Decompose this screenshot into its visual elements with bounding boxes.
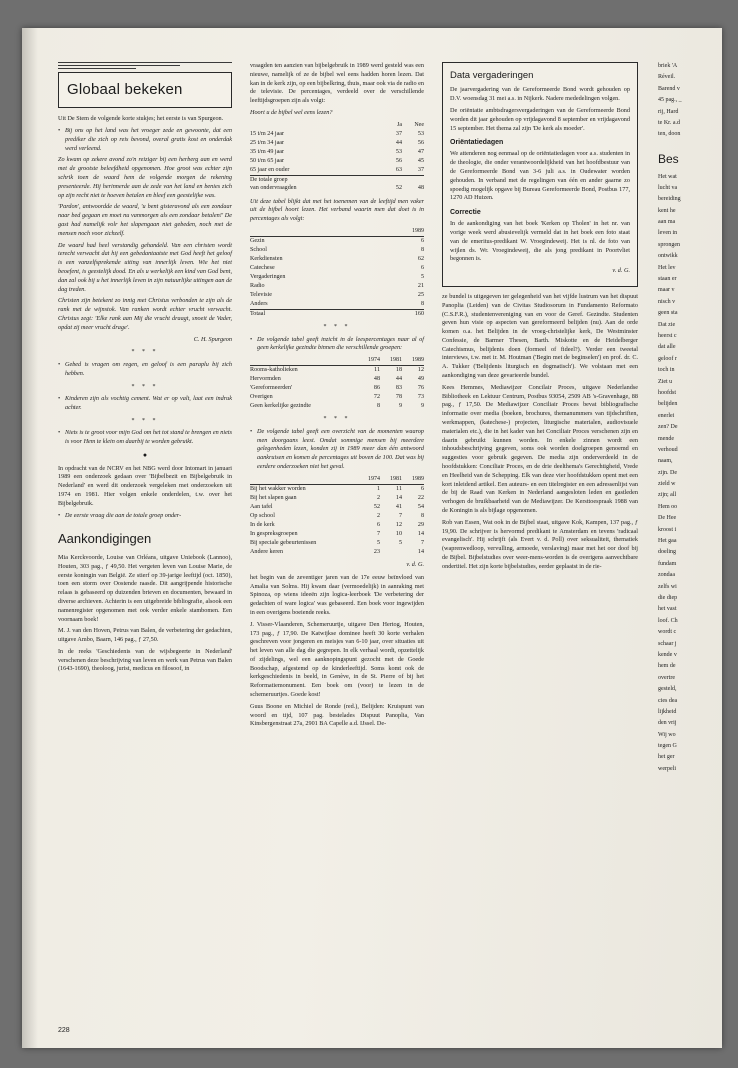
box-title: Data vergaderingen [450, 70, 534, 81]
divider-stars-2: * * * [131, 383, 159, 390]
edge-line-18: toch in [658, 367, 675, 374]
table4-r5-c: 14 [417, 530, 424, 537]
table4-r0-a: 1 [358, 484, 380, 494]
data-meetings-box [442, 62, 638, 287]
edge-line-34: doeling [658, 549, 676, 556]
table4-r7-b [380, 548, 402, 557]
edge-line-42: schaar j [658, 640, 677, 647]
table-denominations [250, 356, 424, 411]
note-2: • Kinderen zijn als vochtig cement. Wat er op valt, laat een indruk achter. [58, 395, 232, 413]
divider-stars-4: * * * [323, 324, 351, 331]
table3-r0-label: Rooms-katholieken [250, 366, 358, 376]
edge-line-35: fundam [658, 560, 677, 567]
announcement-2: M. J. van den Hoven, Petrus van Balen, de verbetering der gedachten, uitgave Ambo, Baarn, 146 pag., ƒ 27,50. [58, 627, 232, 644]
table1-r4-nee: 37 [402, 166, 424, 176]
edge-body [658, 173, 704, 774]
divider-stars-5: * * * [323, 416, 351, 423]
column-one [58, 62, 232, 677]
spurgeon-item-2: Zo kwam op zekere avond zo'n reiziger bij een herberg aan en werd met de grootste beleefdheid opgenomen. Hoe groot was echter zijn schrik toen de waard hem de volgende morgen de rekening presenteerde. Hij herinnerde aan de zede van het land en benies zich op zijn recht niet te hoeven betalen en bleef een geestelijke was. [58, 156, 232, 199]
table2-total-v: 160 [414, 311, 424, 318]
col2-bullet-2: • De volgende tabel geeft inzicht in de leespercentages naar al of geen kerkelijke gezindte binnen die verschillende groepen: [250, 336, 424, 354]
table4-r3-label: Op school [250, 512, 275, 519]
edge-line-49: den vrij [658, 720, 677, 727]
magazine-page [22, 28, 722, 1048]
question-heading: Hoort u de bijbel wel eens lezen? [250, 108, 333, 116]
table2-r3-label: Catechese [250, 264, 275, 271]
col2-para2: Uit deze tabel blijkt dat met het toenemen van de leeftijd men vaker uit de bijbel hoort lezen. Het verband waarin men dat doet is in percentages als volgt: [250, 197, 424, 223]
table3-r0-c: 12 [402, 366, 424, 376]
table-moments [250, 475, 424, 557]
edge-line-13: geen sta [658, 310, 678, 317]
edge-line-21: belijden [658, 401, 678, 408]
col2-bullet-3: • De volgende tabel geeft een overzicht van de momenten waarop men doorgaans leest. Omdat sommige mensen bij meerdere gelegenheden lezen, konden zij in 1989 meer dan één antwoord aankruisen en komen de percentages uit boven de 100. Dat was bij eerdere onderzoeken niet het geval. [250, 428, 424, 472]
table4-r6-label: Bij speciale gebeurtenissen [250, 539, 317, 546]
table4-col-1989: 1989 [412, 475, 424, 482]
edge-line-30: Hem oo [658, 503, 678, 510]
edge-line-45: overtre [658, 674, 675, 681]
box-signature: v. d. G. [612, 267, 630, 275]
table2-r5-label: Radio [250, 282, 265, 289]
edge-frag-2: Réveil. [658, 74, 676, 81]
table1-col-ja: Ja [397, 121, 402, 128]
section-heading-announcements: Aankondigingen [58, 531, 152, 547]
box-para-1: De jaarvergadering van de Gereformeerde Bond wordt gehouden op D.V. woensdag 31 mei a.s. in Nijkerk. Nadere mededelingen volgen. [450, 86, 630, 103]
table1-total-ja: 52 [395, 185, 402, 192]
table4-r4-c: 29 [417, 521, 424, 528]
edge-line-10: staan er [658, 276, 677, 283]
table4-r2-a: 52 [373, 503, 380, 510]
table3-col-1981: 1981 [390, 357, 402, 364]
divider-stars-3: * * * [131, 417, 159, 424]
table2-r4-v: 5 [420, 273, 424, 280]
edge-line-37: zelfs wi [658, 583, 677, 590]
table1-r4-ja: 63 [380, 166, 402, 176]
table3-r3-label: Overigen [250, 394, 273, 401]
table2-r5-v: 21 [417, 282, 424, 289]
title-rules [58, 62, 232, 69]
announcement-3: In de reeks 'Geschiedenis van de wijsbegeerte in Nederland' verschenen deze beschrijving van leven en werk van Petrus van Balen (1643-1690), theoloog, jurist, medicus en filosoof, in [58, 647, 232, 673]
edge-line-23: zen? De [658, 424, 678, 431]
table1-r1-label: 25 t/m 34 jaar [250, 139, 285, 146]
table1-r3-ja: 56 [395, 157, 402, 164]
table2-year: 1989 [412, 227, 424, 234]
table3-r2-c: 76 [417, 385, 424, 392]
table1-r1-nee: 56 [417, 139, 424, 146]
edge-line-11: maar v [658, 287, 675, 294]
edge-line-3: bereiding [658, 196, 681, 203]
edge-line-50: Wij wo [658, 731, 676, 738]
spurgeon-signature: C. H. Spurgeon [193, 335, 232, 343]
edge-line-14: Dat zie [658, 321, 676, 328]
table4-r2-label: Aan tafel [250, 503, 273, 510]
edge-line-16: dat alle [658, 344, 676, 351]
edge-line-36: zondaa [658, 572, 675, 579]
edge-line-17: geloof r [658, 355, 677, 362]
table3-r1-b: 44 [395, 376, 402, 383]
table-context-1989 [250, 227, 424, 319]
table4-r1-label: Bij het slapen gaan [250, 494, 297, 501]
note-3: • Niets is te groot voor mijn God om het tot stand te brengen en niets is voor Hem te klein om daarbij te worden gebruikt. [58, 429, 232, 447]
table4-r7-label: Andere keren [250, 548, 283, 555]
announcement-5: Guus Boone en Michiel de Ronde (red.), Belijden: Kruispunt van woord en tijd, 107 pag. bestelades Dispuut Panoplia, Van Kinsbergenstraat 27a, 2901 BA Capelle a.d. IJssel. De- [250, 702, 424, 728]
edge-line-51: tegen G [658, 743, 677, 750]
edge-frag-1: briek 'A [658, 63, 678, 69]
note-1: • Gebed is vragen om regen, en geloof is een paraplu bij zich hebben. [58, 361, 232, 379]
table2-r6-v: 25 [417, 292, 424, 298]
table2-r1-label: School [250, 246, 267, 253]
table1-r1-ja: 44 [395, 139, 402, 146]
table3-r3-a: 72 [373, 394, 380, 401]
table2-r2-label: Kerkdiensten [250, 255, 283, 262]
announcement-1: Mia Kerckvoorde, Louise van Orléans, uitgave Uniebook (Lannoo), Houten, 303 pag., ƒ 49,50. Het vergeten leven van Louise Marie, de eerste koningin van België. Ze stierf op 39-jarige leeftijd (oct. 1850), toen een storm over Oostende raasde. Dit aangrijpende historische relaas is gebaseerd op duizenden brieven en documenten, bewaard in diverse archieven. Achterin is een uitgebreide bibliografie, alsook een namenregister opgenomen met ook verder enkele stambomen. Een voornaam boek! [58, 553, 232, 623]
edge-line-46: gesteld, [658, 686, 677, 693]
edge-line-48: lijkheid [658, 708, 677, 715]
article-columns [58, 62, 698, 1022]
table3-r3-b: 78 [395, 394, 402, 401]
table1-total-label: De totale groep van ondervraagden [250, 176, 297, 192]
table3-r1-a: 48 [373, 376, 380, 383]
table1-r2-label: 35 t/m 49 jaar [250, 148, 285, 155]
edge-heading: Bes [658, 151, 679, 166]
table2-total-label: Totaal [250, 311, 266, 318]
table4-r4-label: In de kerk [250, 521, 275, 528]
table4-r1-c: 22 [417, 494, 424, 501]
box-subheading-correctie: Correctie [450, 209, 481, 217]
col3-body-1: ze bundel is uitgegeven ter gelegenheid van het vijfde lustrum van het dispuut Panoplia (Leiden) van de Civitas Studiosorum in Fundamento Reformato (C.S.F.R.), studentenvereniging van en voor de Geref. Gezindte. Studenten geven hun visie op aspecten van gereformeerd belijden (nu). Aan de orde komen o.a. het Belijden in de vroeg-christelijke kerk, De Westminster Confessie, de Barmer Thesen, Barth. Miskotte en de Heidelberger Catechismus, belijdenis doen (formeel of fideel?). Verder een tweetal interviews, t.w. met ir. M. Houtman ('Begin met de beginselen') en prof. dr. C. A. Tukker ('Belijdenis liturgisch en dogmatisch'). We volstaan met een aankondiging van deze gevarieerde bundel. [442, 292, 638, 380]
col2-intro: vraagden ten aanzien van bijbelgebruik in 1989 werd gesteld was een nieuwe, namelijk of ze de bijbel wel eens hadden horen lezen. Dat kan in de kerk zijn, op een bijbelkring, thuis, maar ook via de radio en de televisie. De percentages, verdeeld over de verschillende leeftijdsgroepen zijn als volgt: [250, 62, 424, 105]
nbg-note: In opdracht van de NCRV en het NBG werd door Intomart in januari 1989 een onderzoek gedaan over 'Bijbelbezit en Bijbelgebruik in Nederland' en werd dit onderzoek vergeleken met onderzoeken uit 1974 en 1981. Hier volgen enkele onderdelen, t.w. over het Bijbelgebruik. [58, 464, 232, 507]
table2-r4-label: Vergaderingen [250, 273, 286, 280]
column-two [250, 62, 424, 732]
edge-line-39: het vast [658, 606, 677, 613]
edge-line-5: aan ma [658, 219, 676, 226]
table4-r5-label: In gespreksgroepen [250, 530, 298, 537]
table3-r1-label: Hervormden [250, 376, 281, 383]
table-hearing-bible [250, 121, 424, 194]
table3-r3-c: 73 [417, 394, 424, 401]
edge-line-25: verhoud [658, 446, 678, 453]
spurgeon-item-5: Christen zijn betekent zo innig met Christus verbonden te zijn als de rank met de wijnstok. Van ranken wordt echter vrucht verwacht. Christus zegt: 'Elke rank aan Mij die vrucht draagt, snoeit de Vader, opdat zij meer vrucht drage'. [58, 297, 232, 331]
table2-r7-label: Anders [250, 300, 402, 310]
edge-frag-3: Barend v [658, 85, 680, 92]
edge-line-52: het ger [658, 754, 675, 761]
edge-line-12: nisch v [658, 298, 676, 305]
edge-line-29: zijn; all [658, 492, 677, 499]
edge-line-8: ontwikk [658, 253, 678, 260]
table2-r0-v: 6 [402, 236, 424, 246]
edge-line-20: hoofdst [658, 389, 676, 396]
table3-r4-label: Geen kerkelijke gezindte [250, 403, 311, 410]
spurgeon-item-4: De waard had heel verstandig gehandeld. Van een christen wordt terecht verwacht dat hij een gebedantaatste met God heeft het geloof is een vanzelfsprekende uiting van innerlijk leven. Wie het niet beoefent, is geestelijk dood. En als u werkelijk een kind van God bent, dan zal ook bij u het innerlijk leven in zijn natuurlijke uitingen aan de dag treden. [58, 241, 232, 293]
table4-r2-b: 41 [395, 503, 402, 510]
col2-signature: v. d. G. [406, 560, 424, 568]
table3-r0-b: 18 [380, 366, 402, 376]
table3-r2-b: 83 [395, 385, 402, 392]
source-note: Uit De Stem de volgende korte stukjes; het eerste is van Spurgeon. [58, 115, 224, 123]
col1-last-bullet: • De eerste vraag die aan de totale groep onder- [58, 512, 232, 521]
page-number: 228 [58, 1027, 70, 1034]
table2-r0-label: Gezin [250, 236, 402, 246]
table3-r2-a: 86 [373, 385, 380, 392]
table1-r2-ja: 53 [395, 148, 402, 155]
edge-line-9: Het lev [658, 264, 676, 271]
edge-line-41: wordt c [658, 629, 677, 636]
box-sub2-text: In de aankondiging van het boek 'Kerken op Tholen' in het nr. van vorige week werd abusievelijk vermeld dat in het boek een foto staat van de emeritus-predikant W. Vroegindeweij. Het is nl. de foto van wijlen ds. Wr. Vroegindeweij, die als jong predikant in Poortvliet begonnen is. [450, 220, 630, 263]
edge-frag-5: rij, Hard [658, 108, 679, 115]
table4-col-1974: 1974 [368, 475, 380, 482]
article-title-box [58, 72, 232, 108]
divider-dot: ● [142, 450, 148, 459]
edge-line-53: werpeli [658, 765, 676, 772]
table2-r3-v: 6 [420, 264, 424, 271]
edge-line-1: Het wat [658, 173, 677, 180]
table2-r7-v: 8 [402, 300, 424, 310]
table4-col-1981: 1981 [390, 475, 402, 482]
col2-tail: het begin van de zeventiger jaren van de 17e eeuw beïnvloed van Amalia van Solms. Hij kwam daar (vermoedelijk) in aanraking met Spinoza, op wiens ideeën zijn logica-leerboek 'De verbetering der gedachten of ware logica' was gebaseerd. Een boek voor ingewijden in een overigens boeiende reeks. [250, 573, 424, 616]
edge-line-19: Ziet u [658, 378, 673, 385]
table3-r4-c: 9 [420, 403, 424, 410]
table4-r0-label: Bij het wakker worden [250, 484, 358, 494]
edge-line-33: Het gaa [658, 538, 677, 545]
table4-r4-b: 12 [395, 521, 402, 528]
edge-line-32: kroost i [658, 526, 677, 533]
col3-body-2: Kees Hemmes, Mediawijzer Concilair Proces, uitgave Nederlandse Bibliotheek en Lektuur Centrum, Postbus 93054, 2509 AB 's-Gravenhage, 88 pag., ƒ 17,50. De Mediawijzer Conciliair Proces bevat bibliografische informatie over media (boeken, brochures, themanummers van tijdschriften, werkmappen, (katechese-) projecten, liturgische materialen, audiovisuele materialen etc.), die in het kader van het Conciliair Proces verschenen zijn en daarin gebruikt kunnen worden. In enkele zinnen wordt een inhoudsbeschrijving gegeven, soms ook worden doelgroepen genoemd en suggesties voor gebruik gegeven. De media zijn onderverdeeld in de hoofdstukken: Conciliair Proces, en de drie deelthema's Gerechtigheid, Vrede en Heelheid van de Schepping. Elk van deze vier hoofdstukken opent met een kort inleidend artikel. Een auteurs- en een titelregister en een adressenlijst van de bij de Raad van Kerken in Nederland aangesloten leden en gastleden verhogen de bruikbaarheid van de Mediawijzer. De Kersttoespraak 1988 van de Koningin is als bijlage opgenomen. [442, 383, 638, 515]
table1-r3-label: 50 t/m 65 jaar [250, 157, 285, 164]
column-three [442, 62, 638, 575]
table4-r1-b: 14 [395, 494, 402, 501]
edge-line-4: kent he [658, 207, 676, 214]
edge-line-31: De Hee [658, 515, 677, 522]
table4-r5-a: 7 [376, 530, 380, 537]
table4-r6-a: 5 [376, 539, 380, 546]
table2-r1-v: 8 [420, 246, 424, 253]
edge-line-44: hem de [658, 663, 676, 670]
table3-r1-c: 49 [417, 376, 424, 383]
edge-frag-6: te Kr. a.d [658, 119, 680, 126]
announcement-4: J. Visser-Vlaanderen, Schemeruurtje, uitgave Den Hertog, Houten, 173 pag., ƒ 17,90. De Katwijkse dominee heeft 30 korte verhalen geschreven voor jongeren en meisjes van 6-10 jaar, over situaties uit het leven van alle dag die gegrepen. In elk verhaal wordt, opzettelijk of zijdelings, wel een aanknopingspunt gezocht met de Goede Boodschap, afgestemd op de kinderleeftijd. Soms komt ook de kerkgeschiedenis in beeld, in Genève, in de St. Pierre of bij het Reformatiemonument. Een boek om (voor) te lezen in de schemeruurtjes. Goede kost! [250, 620, 424, 699]
edge-line-2: lucht va [658, 184, 678, 191]
table4-r4-a: 6 [376, 521, 380, 528]
edge-line-26: naam, [658, 458, 673, 465]
edge-line-6: leven in [658, 230, 678, 237]
table4-r3-b: 7 [398, 512, 402, 519]
box-para-2: De oriëntatie ambtsdragersvergaderingen van de Gereformeerde Bond worden dit jaar gehouden op vrijdagavond 8 september en vrijdagavond 15 september. Het thema zal zijn 'De kerk als moeder'. [450, 107, 630, 132]
edge-line-24: mende [658, 435, 674, 442]
edge-frag-4: 45 pag., _ [658, 97, 682, 104]
table4-r0-b: 11 [380, 484, 402, 494]
table1-r0-ja: 37 [395, 130, 402, 137]
table1-r4-label: 65 jaar en ouder [250, 166, 380, 176]
table4-r7-a: 23 [373, 548, 380, 555]
table4-r0-c: 6 [402, 484, 424, 494]
table4-r3-c: 8 [420, 512, 424, 519]
edge-frag-7: ten, doon [658, 131, 681, 138]
table3-col-1989: 1989 [412, 357, 424, 364]
edge-line-27: zijn. De [658, 469, 677, 476]
box-subheading-orientatiedagen: Oriëntatiedagen [450, 139, 504, 147]
table3-r0-a: 11 [358, 366, 380, 376]
table1-r3-nee: 45 [417, 157, 424, 164]
table1-total-nee: 48 [417, 185, 424, 192]
column-four-edge [658, 62, 704, 776]
table1-r0-nee: 53 [417, 130, 424, 137]
spurgeon-item-3: 'Pardon', antwoordde de waard, 'u bent gisteravond als een zondaar naar bed gegaan en moet nu vanmorgen als een zondaar betalen!' De gast had namelijk volr het slapengaan niet gebeden, noch met de mensen noch voor zichzelf. [58, 203, 232, 237]
table1-r2-nee: 47 [417, 148, 424, 155]
table1-span-label: 15 t/m 24 jaar [250, 130, 285, 137]
table4-r1-a: 2 [376, 494, 380, 501]
table3-r4-b: 9 [398, 403, 402, 410]
edge-line-22: enerlei [658, 412, 675, 419]
divider-stars-1: * * * [131, 349, 159, 356]
table4-r5-b: 10 [395, 530, 402, 537]
edge-line-28: zield w [658, 481, 676, 488]
table4-r2-c: 54 [417, 503, 424, 510]
table2-r6-label: Televisie [250, 292, 272, 298]
table3-r2-label: 'Gereformeerden' [250, 385, 293, 392]
table4-r6-c: 7 [420, 539, 424, 546]
table4-r3-a: 2 [376, 512, 380, 519]
table4-r6-b: 5 [398, 539, 402, 546]
table2-r2-v: 62 [417, 255, 424, 262]
edge-line-47: cies dea [658, 697, 678, 704]
page-title: Globaal bekeken [67, 81, 183, 98]
page-left-shadow [22, 28, 38, 1048]
edge-line-43: kende v [658, 651, 677, 658]
col3-body-3: Rob van Essen, Wat ook in de Bijbel staat, uitgave Kok, Kampen, 137 pag., ƒ 19,90. De schrijver is hervormd predikant te Amsterdam en tevens 'radicaal evangelisch'. Hij schrijft (als Evert v. d. Poll) over seksualiteit, thematiek (waprenwedloop, vervulling, armoede, verslaving) maar met het oor doof bij de Bijbel. Bijbelstudies over weer-mens-worden is de overigens aanvechtbare ondertitel. Het zijn korte bijbelstudies, eerder geplaatst in de rie- [442, 518, 638, 570]
table3-r4-a: 8 [376, 403, 380, 410]
table1-col-nee: Nee [414, 121, 424, 128]
box-sub1-text: We attenderen nog eenmaal op de oriëntatiedagen voor a.s. studenten in de theologie, die onder verantwoordelijkheid van het hoofdbestuur van de Gereformeerde Bond van 3-6 juli a.s. in Oudewater worden gehouden. In verband met de regelingen van één en ander gaarne zo spoedig mogelijk opgave bij Bureau Gereformeerde Bond, Postbus 177, 1270 AD Huizen. [450, 150, 630, 202]
edge-line-7: sprongen [658, 241, 680, 248]
spurgeon-item-1: • Bij ons op het land was het vroeger zede en gewoonte, dat een prediker die zich op reis bevond, overal gratis kost en onderdak werd verleend. [58, 127, 232, 153]
table4-r7-c: 14 [417, 548, 424, 555]
edge-line-38: die diep [658, 594, 678, 601]
edge-line-40: loof. Ch [658, 617, 678, 624]
edge-line-15: heerst c [658, 333, 677, 339]
table3-col-1974: 1974 [368, 357, 380, 364]
